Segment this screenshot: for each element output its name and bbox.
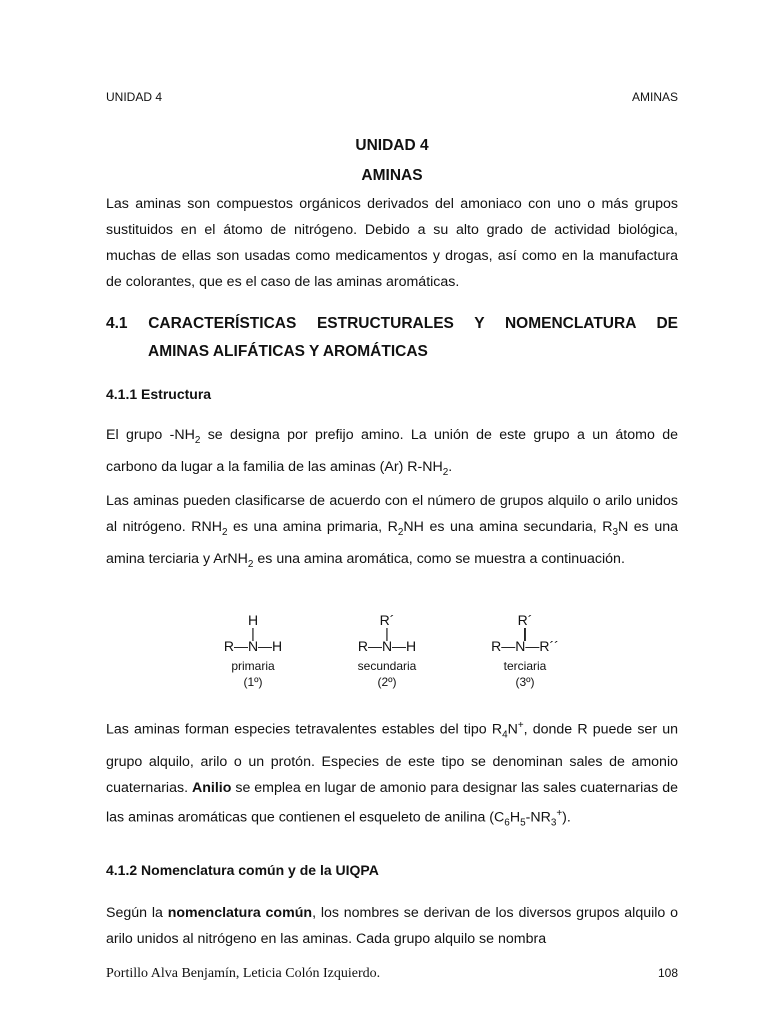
structure-name: primaria — [231, 659, 275, 673]
bond-vertical: | — [385, 625, 389, 641]
section-4-1-2-heading: 4.1.2 Nomenclatura común y de la UIQPA — [106, 862, 379, 878]
nomenclature-paragraph: Según la nomenclatura común, los nombres se derivan de los diversos grupos alquilo o arilo unidos al nitrógeno en las aminas. Cada grupo alquilo se nombra — [106, 905, 679, 947]
unit-title: UNIDAD 4 — [355, 137, 429, 154]
structure-name: secundaria — [357, 659, 417, 673]
topic-title: AMINAS — [361, 167, 423, 184]
quaternary-salts-paragraph: Las aminas forman especies tetravalentes estables del tipo $R_4N^+$, donde R puede ser un grupo alquilo, arilo o un protón. Especies de este tipo se denominan sales de amonio cuaternarias. Anilio se emplea en lugar de amonio para designar las sales cuaternarias de las aminas aromáticas que contienen el esqueleto de anilina $(C_6H_5-NR_3^+)$. — [106, 720, 678, 829]
structure-degree: (3º) — [515, 675, 535, 689]
structure-main-row: R—N—R´´ — [491, 638, 559, 654]
page-number: 108 — [657, 966, 678, 980]
running-header-right: AMINAS — [631, 90, 678, 104]
section-4-1-heading — [106, 310, 678, 366]
bond-vertical: | — [251, 625, 255, 641]
structure-top-atom: H — [247, 612, 259, 628]
structure-paragraph-2: Las aminas pueden clasificarse de acuerdo con el número de grupos alquilo o arilo unidos al nitrógeno. $RNH_2$ es una amina primaria, $R_2NH$ es una amina secundaria, $R_3N$ es una amina terciaria y ArNH$_2$ es una amina aromática, como se muestra a continuación. — [106, 493, 678, 570]
structure-degree: (1º) — [243, 675, 263, 689]
structure-main-row: R—N—H — [357, 638, 417, 654]
structure-name: terciaria — [503, 659, 547, 673]
section-4-1-line2: AMINAS ALIFÁTICAS Y AROMÁTICAS — [148, 343, 428, 360]
secondary-amine-structure — [342, 612, 432, 690]
bond-vertical: | — [523, 625, 527, 641]
footer-authors: Portillo Alva Benjamín, Leticia Colón Izquierdo. — [106, 966, 381, 981]
tertiary-amine-structure — [480, 612, 570, 690]
section-4-1-line1: 4.1 CARACTERÍSTICAS ESTRUCTURALES Y NOMENCLATURA DE — [106, 315, 678, 332]
structure-top-atom: R´ — [379, 612, 395, 628]
structure-degree: (2º) — [377, 675, 397, 689]
intro-paragraph: Las aminas son compuestos orgánicos derivados del amoniaco con uno o más grupos sustituidos en el átomo de nitrógeno. Debido a su alto grado de actividad biológica, muchas de ellas son usadas como medicamentos y drogas, así como en la manufactura de colorantes, que es el caso de las aminas aromáticas. — [106, 196, 678, 290]
structure-top-atom: R´ — [517, 612, 533, 628]
primary-amine-structure — [208, 612, 298, 690]
running-header-left: UNIDAD 4 — [106, 90, 163, 104]
section-4-1-1-heading: 4.1.1 Estructura — [106, 386, 212, 402]
structure-main-row: R—N—H — [223, 638, 283, 654]
structure-paragraph-1: El grupo $-NH_2$ se designa por prefijo amino. La unión de este grupo a un átomo de carbono da lugar a la familia de las aminas (Ar) $R-NH_2$. — [106, 427, 678, 478]
